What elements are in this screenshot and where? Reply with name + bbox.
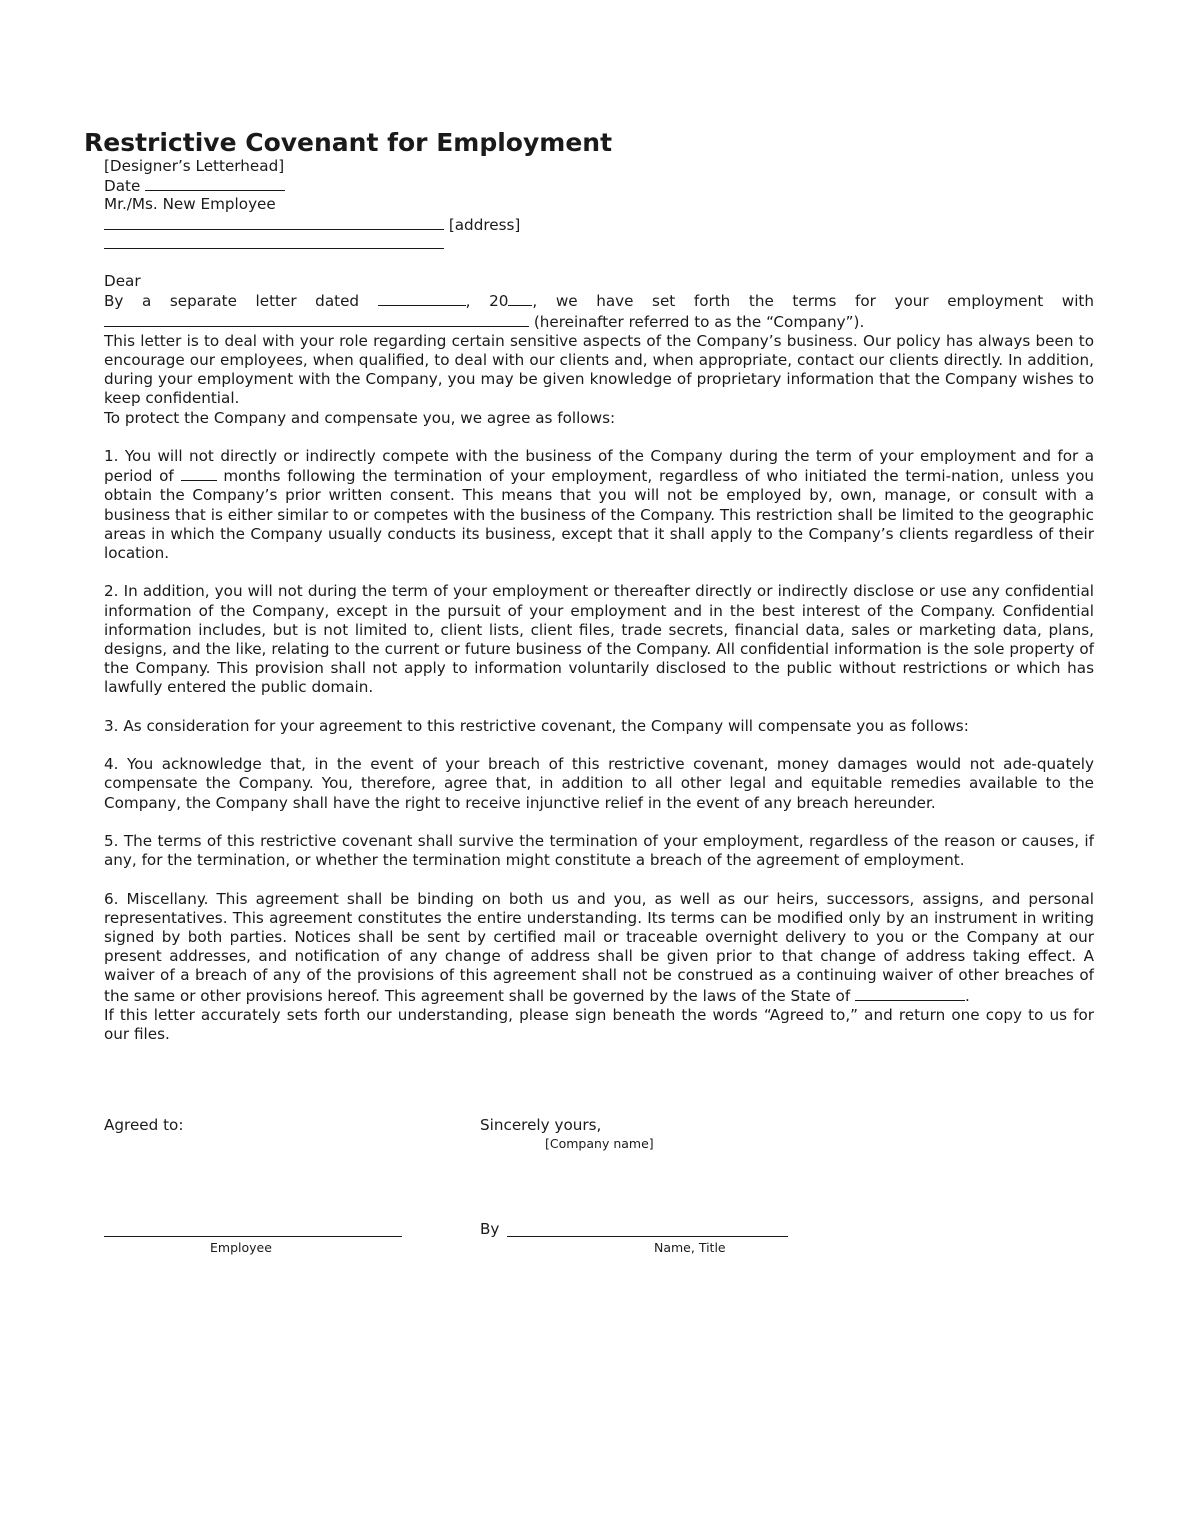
recipient-name: Mr./Ms. New Employee (104, 195, 276, 214)
agreed-to-label: Agreed to: (104, 1116, 184, 1134)
by-label: By (480, 1220, 500, 1238)
employee-signature-line (104, 1236, 402, 1237)
clause-3: 3. As consideration for your agreement to this restrictive covenant, the Company will compensate you as follows: (104, 716, 969, 735)
spacer (104, 870, 1094, 889)
letter-body (104, 157, 1094, 1044)
company-signature-line (507, 1236, 788, 1237)
letterhead-placeholder: [Designer’s Letterhead] (104, 157, 285, 175)
year-blank (508, 291, 532, 306)
spacer (104, 736, 1094, 755)
date-blank (145, 176, 285, 191)
address-line-2 (104, 234, 1094, 253)
address-line-1 (104, 215, 1094, 234)
state-blank (855, 986, 965, 1001)
clause-6-text-1: 6. Miscellany. This agreement shall be binding on both us and you, as well as our heirs, successors, assigns, and personal representatives. This agreement constitutes the entire understanding. Its terms can be modified only by an instrument in writing signed by both parties. Notices shall be sent by certified mail or traceable overnight delivery to you or the Company at our present addresses, and notification of any change of address shall be given prior to that change of address taking effect. A waiver of a breach of any of the provisions of this agreement shall not be construed as a continuing waiver of other breaches of the same or other provisions hereof. This agreement shall be governed by the laws of the State of (104, 889, 1094, 1005)
intro-text-4: (hereinafter referred to as the “Company”). (533, 312, 865, 331)
spacer (104, 698, 1094, 717)
clause-5: 5. The terms of this restrictive covenant shall survive the termination of your employment, regardless of the reason or causes, if any, for the termination, or whether the termination might constitute a breach of the agreement of employment. (104, 831, 1094, 870)
salutation: Dear (104, 272, 141, 291)
name-title-label: Name, Title (654, 1240, 726, 1255)
clause-6-text-2: . (965, 986, 970, 1005)
clause-6 (104, 890, 1094, 1006)
spacer (104, 813, 1094, 832)
document-title: Restrictive Covenant for Employment (84, 128, 613, 157)
months-blank (181, 466, 217, 481)
address-blank-2 (104, 234, 444, 249)
date-line (104, 176, 1094, 195)
closing-paragraph: If this letter accurately sets forth our understanding, please sign beneath the words “Agreed to,” and return one copy to us for our files. (104, 1005, 1094, 1043)
letter-date-blank (378, 291, 466, 306)
clause-1-text-1: 1. You will not directly or indirectly compete with the business of the Company during the term of your employment and for a period of (104, 446, 1094, 486)
date-label: Date (104, 177, 141, 196)
intro-text-2: , 20 (465, 292, 509, 311)
clause-2: 2. In addition, you will not during the term of your employment or thereafter directly or indirectly disclose or use any confidential information of the Company, except in the pursuit of your employment and in the best interest of the Company. Confidential information includes, but is not limited to, client lists, client files, trade secrets, financial data, sales or marketing data, plans, designs, and the like, relating to the current or future business of the Company. All confidential information is the sole property of the Company. This provision shall not apply to information voluntarily disclosed to the public without restrictions or which has lawfully entered the public domain. (104, 582, 1094, 697)
address-label: [address] (448, 215, 521, 234)
company-name-blank (104, 312, 529, 327)
purpose-paragraph: This letter is to deal with your role regarding certain sensitive aspects of the Company’s business. Our policy has always been to encourage our employees, when qualified, to deal with our clients and, when appropriate, contact our clients directly. In addition, during your employment with the Company, you may be given knowledge of proprietary information that the Company wishes to keep confidential. (104, 331, 1094, 408)
clause-1-text-2: months following the termination of your employment, regardless of who initiated the termi-nation, unless you obtain the Company’s prior written consent. This means that you will not be employed by, own, manage, or consult with a business that is either similar to or competes with the business of the Company. This restriction shall be limited to the geographic areas in which the Company usually conducts its business, except that it shall apply to the Company’s clients regardless of their location. (104, 467, 1095, 562)
clause-1 (104, 447, 1094, 563)
signature-block (104, 1116, 1094, 1266)
address-blank-1 (104, 215, 444, 230)
intro-paragraph (104, 291, 1094, 331)
spacer (104, 563, 1094, 582)
employee-label: Employee (210, 1240, 272, 1255)
spacer (104, 428, 1094, 447)
intro-text-1: By a separate letter dated (104, 292, 360, 311)
intro-text-3: , we have set forth the terms for your employment with (532, 292, 1095, 311)
protect-paragraph: To protect the Company and compensate you, we agree as follows: (104, 408, 616, 427)
sincerely-label: Sincerely yours, (480, 1116, 602, 1134)
clause-4: 4. You acknowledge that, in the event of your breach of this restrictive covenant, money damages would not ade-quately compensate the Company. You, therefore, agree that, in addition to all other legal and equitable remedies available to the Company, the Company shall have the right to receive injunctive relief in the event of any breach hereunder. (104, 755, 1094, 812)
spacer (104, 253, 1094, 272)
company-name-label: [Company name] (545, 1136, 654, 1151)
